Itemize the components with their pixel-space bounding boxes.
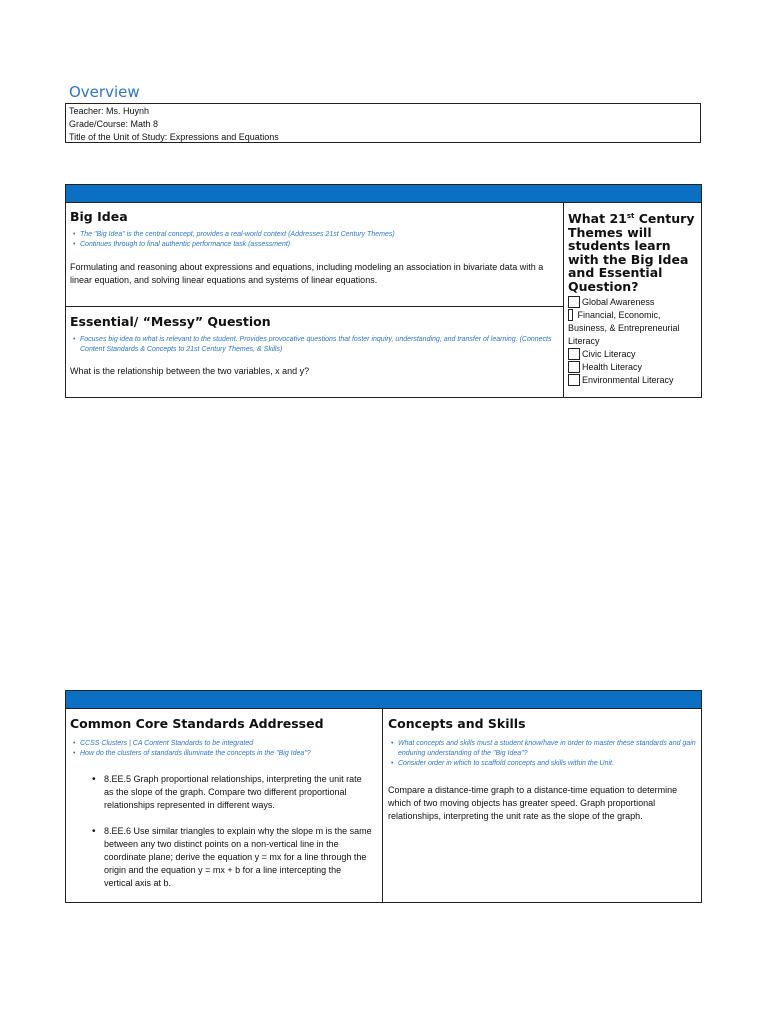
checkbox[interactable] xyxy=(568,296,580,308)
checkbox[interactable] xyxy=(568,374,580,386)
theme-label: Health Literacy xyxy=(582,362,643,373)
hint-item: • What concepts and skills must a student know/have in order to master these standards and gain enduring understanding of the "Big Idea"? xyxy=(388,739,697,759)
standards-table xyxy=(65,690,702,903)
unit-info-box xyxy=(65,103,701,143)
standards-heading: Common Core Standards Addressed xyxy=(70,716,324,731)
theme-label: Environmental Literacy xyxy=(582,375,674,386)
hint-item: • CCSS Clusters | CA Content Standards to be integrated xyxy=(70,739,378,749)
checkbox[interactable] xyxy=(568,309,573,321)
standard-item xyxy=(70,773,378,812)
concepts-text: Compare a distance-time graph to a distance-time equation to determine which of two moving objects has greater speed. Graph proportional relationships, interpreting the unit rate as the slope of the graph. xyxy=(388,785,678,821)
checkbox[interactable] xyxy=(568,348,580,360)
standards-cell xyxy=(66,709,383,902)
themes-heading-part: Century Themes will students learn with the Big Idea and Essential Question? xyxy=(568,211,695,294)
hint-item: • The "Big Idea" is the central concept, provides a real-world context (Addresses 21st Century Themes) xyxy=(70,230,559,240)
hint-item: • Continues through to final authentic performance task (assessment) xyxy=(70,240,559,250)
standards-hints xyxy=(70,739,378,759)
essential-question-hints xyxy=(70,335,559,355)
standards-list xyxy=(70,773,378,890)
big-idea-heading: Big Idea xyxy=(70,209,128,224)
grade-course-line: Grade/Course: Math 8 xyxy=(69,119,159,129)
big-idea-text: Formulating and reasoning about expressions and equations, including modeling an association in bivariate data with a linear equation, and solving linear equations and systems of linear equations. xyxy=(70,262,544,285)
big-idea-table xyxy=(65,184,702,398)
table-header-bar xyxy=(66,185,701,203)
essential-question-text: What is the relationship between the two variables, x and y? xyxy=(70,366,310,376)
theme-label: Financial, Economic, Business, & Entrepreneurial Literacy xyxy=(568,310,680,347)
concepts-cell xyxy=(384,709,701,902)
theme-global-awareness xyxy=(568,296,697,309)
essential-question-heading: Essential/ “Messy” Question xyxy=(70,314,271,329)
concepts-heading: Concepts and Skills xyxy=(388,716,526,731)
big-idea-hints xyxy=(70,230,559,250)
themes-checklist xyxy=(564,293,701,387)
theme-financial-literacy xyxy=(568,309,697,348)
themes-heading xyxy=(564,203,701,293)
essential-question-cell xyxy=(66,308,563,397)
table-header-bar xyxy=(66,691,701,709)
themes-heading-sup: st xyxy=(626,212,635,220)
theme-label: Global Awareness xyxy=(582,297,655,308)
theme-health-literacy xyxy=(568,361,697,374)
hint-item: • Focuses big idea to what is relevant to the student. Provides provocative questions that foster inquiry, understanding, and transfer of learning. (Connects Content Standards & Concepts to 21st Century Themes, & Skills) xyxy=(70,335,559,355)
unit-title-line: Title of the Unit of Study: Expressions and Equations xyxy=(69,132,279,142)
standard-text: 8.EE.5 Graph proportional relationships, interpreting the unit rate as the slope of the graph. Compare two different proportional relationships represented in different ways. xyxy=(104,774,362,810)
standard-text: 8.EE.6 Use similar triangles to explain why the slope m is the same between any two distinct points on a non-vertical line in the coordinate plane; derive the equation y = mx for a line through the origin and the equation y = mx + b for a line intercepting the vertical axis at b. xyxy=(104,826,372,888)
big-idea-cell xyxy=(66,203,563,307)
standard-item xyxy=(70,825,378,890)
big-idea-column xyxy=(66,203,564,397)
themes-heading-part: What 21 xyxy=(568,211,627,227)
teacher-line: Teacher: Ms. Huynh xyxy=(69,106,150,116)
theme-civic-literacy xyxy=(568,348,697,361)
overview-title: Overview xyxy=(69,83,140,101)
hint-item: • How do the clusters of standards illuminate the concepts in the "Big Idea"? xyxy=(70,749,378,759)
theme-environmental-literacy xyxy=(568,374,697,387)
hint-item: • Consider order in which to scaffold concepts and skills within the Unit. xyxy=(388,759,697,769)
concepts-hints xyxy=(388,739,697,769)
checkbox[interactable] xyxy=(568,361,580,373)
themes-column xyxy=(564,203,701,397)
theme-label: Civic Literacy xyxy=(582,349,636,360)
